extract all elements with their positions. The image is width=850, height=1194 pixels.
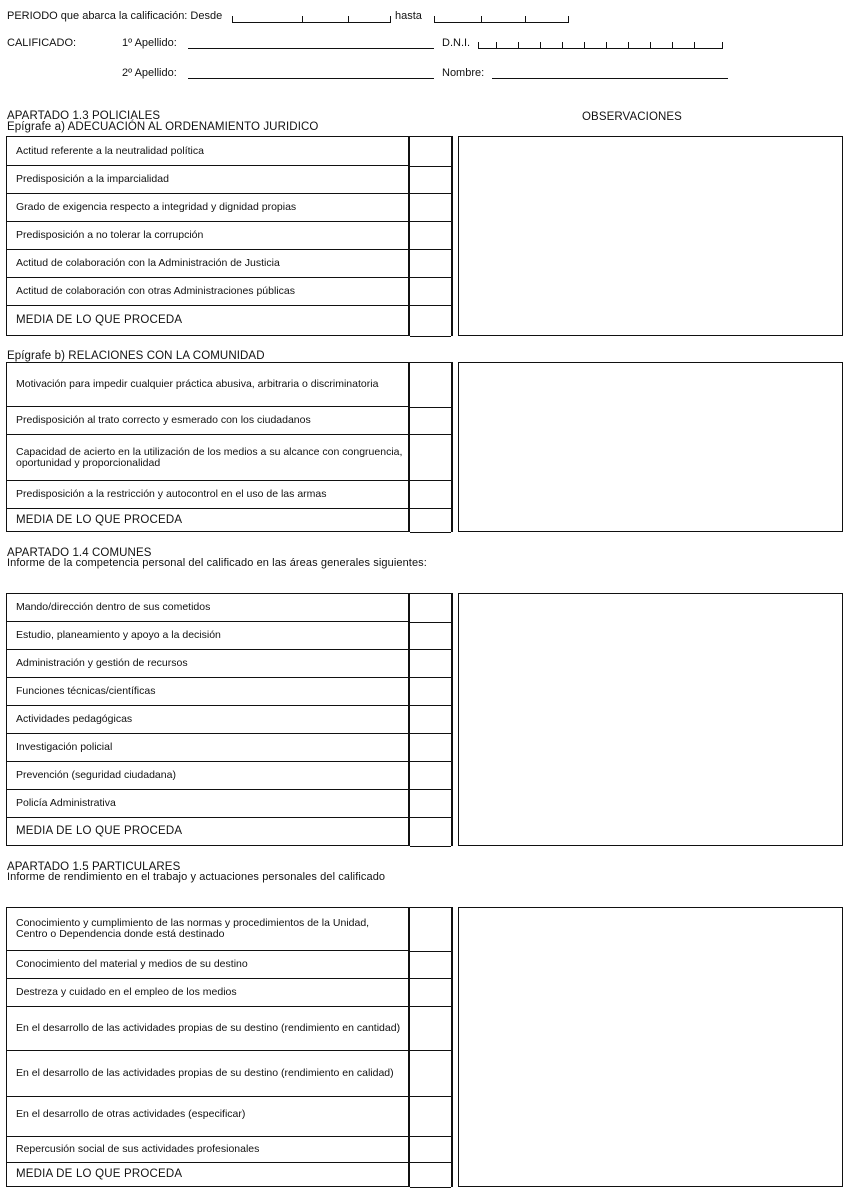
score-column[interactable] bbox=[408, 362, 453, 532]
section-1-3a-table bbox=[6, 136, 410, 336]
apellido1-field[interactable] bbox=[188, 48, 434, 49]
epigrafe-b-subtitle: Epígrafe b) RELACIONES CON LA COMUNIDAD bbox=[7, 350, 265, 362]
media-row: MEDIA DE LO QUE PROCEDA bbox=[16, 1168, 183, 1180]
apellido1-label: 1º Apellido: bbox=[122, 37, 177, 49]
table-row: Conocimiento y cumplimiento de las normas y procedimientos de la Unidad, Centro o Dependencia donde está destinado bbox=[7, 908, 409, 951]
table-row: Actitud de colaboración con otras Administraciones públicas bbox=[7, 278, 409, 306]
table-row: Conocimiento del material y medios de su destino bbox=[7, 951, 409, 979]
table-row: Predisposición a la restricción y autocontrol en el uso de las armas bbox=[7, 481, 409, 509]
calificado-label: CALIFICADO: bbox=[7, 37, 77, 49]
score-cell[interactable] bbox=[410, 761, 451, 790]
score-cell[interactable] bbox=[410, 249, 451, 278]
table-row: Investigación policial bbox=[7, 734, 409, 762]
table-row: Mando/dirección dentro de sus cometidos bbox=[7, 594, 409, 622]
score-cell[interactable] bbox=[410, 362, 451, 408]
apartado-1-5-subtitle: Informe de rendimiento en el trabajo y actuaciones personales del calificado bbox=[7, 871, 386, 883]
apellido2-field[interactable] bbox=[188, 78, 434, 79]
score-cell[interactable] bbox=[410, 165, 451, 194]
apellido2-label: 2º Apellido: bbox=[122, 67, 177, 79]
table-row: Policía Administrativa bbox=[7, 790, 409, 818]
score-cell[interactable] bbox=[410, 1162, 451, 1188]
hasta-label: hasta bbox=[395, 10, 422, 22]
observaciones-box[interactable] bbox=[458, 593, 843, 846]
score-cell[interactable] bbox=[410, 434, 451, 481]
table-row: En el desarrollo de otras actividades (especificar) bbox=[7, 1097, 409, 1137]
score-cell[interactable] bbox=[410, 221, 451, 250]
score-cell[interactable] bbox=[410, 817, 451, 847]
section-1-4-table bbox=[6, 593, 410, 846]
score-cell[interactable] bbox=[410, 1136, 451, 1163]
observaciones-box[interactable] bbox=[458, 362, 843, 532]
score-cell[interactable] bbox=[410, 136, 451, 167]
table-row: Repercusión social de sus actividades profesionales bbox=[7, 1137, 409, 1163]
table-row: Actividades pedagógicas bbox=[7, 706, 409, 734]
apartado-1-5-title: APARTADO 1.5 PARTICULARES bbox=[7, 861, 181, 873]
score-cell[interactable] bbox=[410, 621, 451, 650]
observaciones-box[interactable] bbox=[458, 136, 843, 336]
score-cell[interactable] bbox=[410, 480, 451, 509]
nombre-field[interactable] bbox=[492, 78, 728, 79]
section-1-3b-table bbox=[6, 362, 410, 532]
periodo-label: PERIODO que abarca la calificación: Desde bbox=[7, 10, 223, 22]
apartado-1-4-subtitle: Informe de la competencia personal del calificado en las áreas generales siguientes: bbox=[7, 557, 427, 569]
score-cell[interactable] bbox=[410, 406, 451, 435]
score-cell[interactable] bbox=[410, 305, 451, 337]
score-cell[interactable] bbox=[410, 907, 451, 952]
section-1-5-table bbox=[6, 907, 410, 1187]
score-cell[interactable] bbox=[410, 1096, 451, 1137]
observaciones-label: OBSERVACIONES bbox=[582, 111, 682, 123]
apartado-1-3-title: APARTADO 1.3 POLICIALES bbox=[7, 110, 161, 122]
table-row: Capacidad de acierto en la utilización de los medios a su alcance con congruencia, oportunidad y proporcionalidad bbox=[7, 435, 409, 481]
score-cell[interactable] bbox=[410, 677, 451, 706]
table-row: En el desarrollo de las actividades propias de su destino (rendimiento en calidad) bbox=[7, 1051, 409, 1097]
score-cell[interactable] bbox=[410, 733, 451, 762]
table-row: Actitud referente a la neutralidad política bbox=[7, 137, 409, 166]
media-row: MEDIA DE LO QUE PROCEDA bbox=[16, 513, 183, 526]
score-cell[interactable] bbox=[410, 193, 451, 222]
score-cell[interactable] bbox=[410, 508, 451, 533]
score-cell[interactable] bbox=[410, 649, 451, 678]
score-cell[interactable] bbox=[410, 789, 451, 818]
table-row: Estudio, planeamiento y apoyo a la decisión bbox=[7, 622, 409, 650]
table-row: Motivación para impedir cualquier práctica abusiva, arbitraria o discriminatoria bbox=[7, 363, 409, 407]
table-row: Administración y gestión de recursos bbox=[7, 650, 409, 678]
table-row: Grado de exigencia respecto a integridad y dignidad propias bbox=[7, 194, 409, 222]
table-row: Prevención (seguridad ciudadana) bbox=[7, 762, 409, 790]
score-cell[interactable] bbox=[410, 705, 451, 734]
table-row: Funciones técnicas/científicas bbox=[7, 678, 409, 706]
score-cell[interactable] bbox=[410, 1006, 451, 1051]
table-row: Actitud de colaboración con la Administración de Justicia bbox=[7, 250, 409, 278]
table-row: Predisposición a la imparcialidad bbox=[7, 166, 409, 194]
score-cell[interactable] bbox=[410, 950, 451, 979]
table-row: En el desarrollo de las actividades propias de su destino (rendimiento en cantidad) bbox=[7, 1007, 409, 1051]
epigrafe-a-subtitle: Epígrafe a) ADECUACIÓN AL ORDENAMIENTO JURIDICO bbox=[7, 121, 319, 133]
observaciones-box[interactable] bbox=[458, 907, 843, 1187]
nombre-label: Nombre: bbox=[442, 67, 485, 79]
score-column[interactable] bbox=[408, 593, 453, 846]
media-row: MEDIA DE LO QUE PROCEDA bbox=[16, 825, 183, 837]
table-row: Destreza y cuidado en el empleo de los medios bbox=[7, 979, 409, 1007]
score-cell[interactable] bbox=[410, 1050, 451, 1097]
apartado-1-4-title: APARTADO 1.4 COMUNES bbox=[7, 547, 152, 559]
table-row: Predisposición al trato correcto y esmerado con los ciudadanos bbox=[7, 407, 409, 435]
score-cell[interactable] bbox=[410, 277, 451, 306]
score-column[interactable] bbox=[408, 136, 453, 336]
score-column[interactable] bbox=[408, 907, 453, 1187]
table-row: Predisposición a no tolerar la corrupción bbox=[7, 222, 409, 250]
dni-label: D.N.I. bbox=[442, 37, 471, 49]
score-cell[interactable] bbox=[410, 978, 451, 1007]
media-row: MEDIA DE LO QUE PROCEDA bbox=[16, 314, 183, 326]
score-cell[interactable] bbox=[410, 593, 451, 623]
